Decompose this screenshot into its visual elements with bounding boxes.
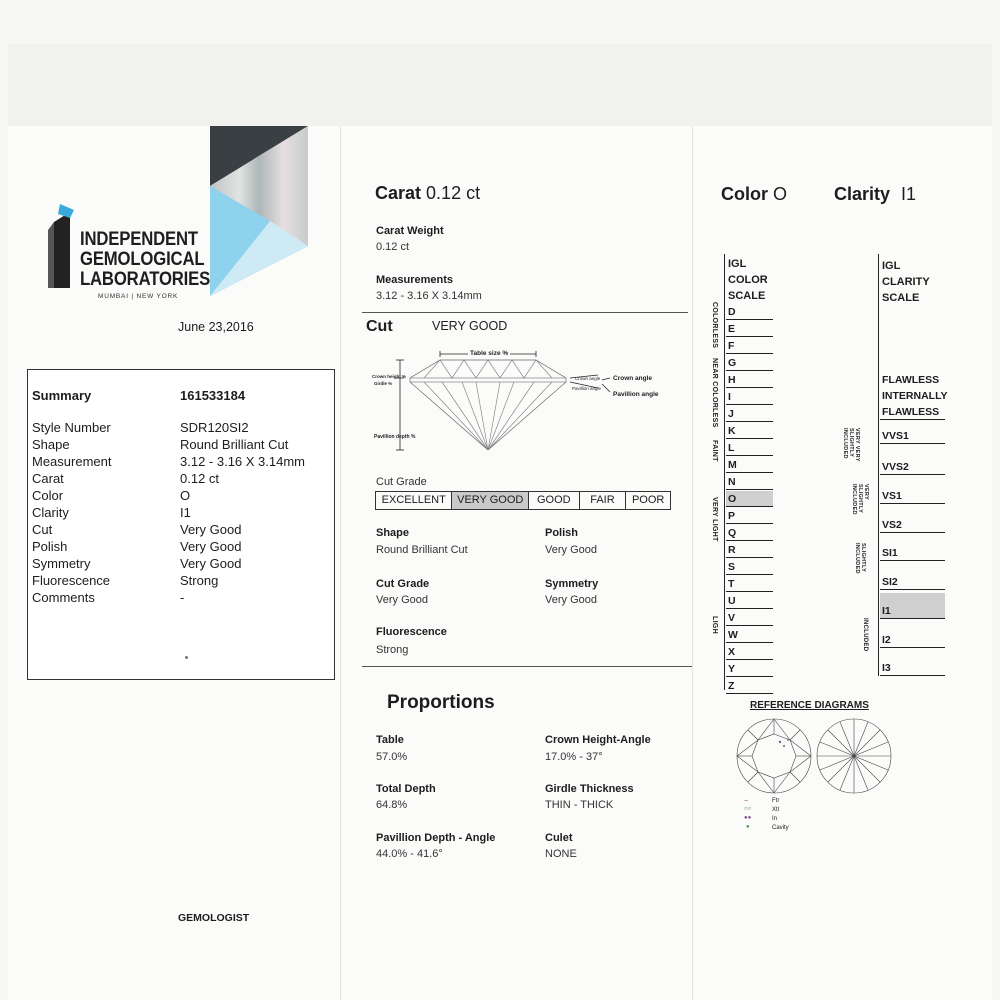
carat-heading-label: Carat <box>375 183 422 203</box>
summary-value: Round Brilliant Cut <box>180 437 289 452</box>
color-grade-cell: F <box>726 338 773 354</box>
color-grade-cell: L <box>726 440 773 456</box>
summary-label: Shape <box>32 437 70 452</box>
color-grade-cell: G <box>726 355 773 371</box>
summary-label: Polish <box>32 539 68 554</box>
cut-grade-cell: VERY GOOD <box>452 492 528 509</box>
color-grade-cell: J <box>726 406 773 422</box>
clarity-scale-title-2: CLARITY <box>882 276 930 288</box>
pavilion-label: Pavillion Depth - Angle <box>376 832 496 844</box>
legend-item-feather <box>744 797 804 806</box>
color-grade-cell: P <box>726 508 773 524</box>
summary-value: Very Good <box>180 539 242 554</box>
clarity-grade-cell: SI1 <box>880 535 945 561</box>
crown-height-label: Crown height % <box>372 374 406 379</box>
crystal-icon: ○○ <box>744 806 752 812</box>
clarity-grade-cell: I3 <box>880 660 945 676</box>
clarity-grade-cell: SI2 <box>880 564 945 590</box>
cut-grade-cell: FAIR <box>580 492 627 509</box>
legend-item-crystal <box>744 806 804 815</box>
table-value: 57.0% <box>376 751 408 763</box>
color-grade-cell: M <box>726 457 773 473</box>
clarity-scale-frame <box>878 254 879 676</box>
clarity-heading-label: Clarity <box>834 184 891 204</box>
color-grade-cell: E <box>726 321 773 337</box>
color-grade-cell: X <box>726 644 773 660</box>
clarity-scale-title-1: IGL <box>882 260 901 272</box>
clarity-group-vvs: VERY VERY SLIGHTLY INCLUDED <box>842 428 860 462</box>
cutgrade-label: Cut Grade <box>376 578 430 590</box>
color-group-faint: FAINT <box>711 440 718 462</box>
summary-value: 3.12 - 3.16 X 3.14mm <box>180 454 306 469</box>
color-heading-value: O <box>773 184 788 204</box>
pavilion-value: 44.0% - 41.6° <box>376 848 443 860</box>
gemologist-label: GEMOLOGIST <box>178 912 250 924</box>
reference-diagrams <box>736 716 896 798</box>
pavilion-angle-label: Pavillion angle <box>613 391 659 398</box>
clarity-grade-cell: VVS2 <box>880 449 945 475</box>
measurements-label: Measurements <box>376 274 454 286</box>
color-grade-cell: H <box>726 372 773 388</box>
summary-label: Comments <box>32 590 95 605</box>
diamond-top-views-icon <box>736 716 896 798</box>
hologram-seal <box>210 126 308 296</box>
shape-label: Shape <box>376 527 410 539</box>
legend-feather-label: Ftr <box>772 798 780 804</box>
cut-grade-cell: GOOD <box>529 492 580 509</box>
report-date: June 23,2016 <box>178 320 254 334</box>
clarity-scale-title-3: SCALE <box>882 292 920 304</box>
clarity-grade-cell: VVS1 <box>880 418 945 444</box>
panel-fold-1 <box>340 126 341 1000</box>
clarity-group-vs: VERY SLIGHTLY INCLUDED <box>851 484 869 515</box>
carat-weight-label: Carat Weight <box>376 225 444 237</box>
reference-title: REFERENCE DIAGRAMS <box>750 700 869 711</box>
report-number: 161533184 <box>180 388 246 403</box>
culet-value: NONE <box>545 848 577 860</box>
cut-heading <box>366 318 393 336</box>
carat-heading-value: 0.12 ct <box>426 183 481 203</box>
cut-profile-diagram <box>372 348 672 458</box>
girdle-thickness-label: Girdle Thickness <box>545 783 634 795</box>
summary-label: Clarity <box>32 505 69 520</box>
color-grade-cell: D <box>726 304 773 320</box>
crown-angle-small-label: Crown angle <box>575 376 601 381</box>
polish-label: Polish <box>545 527 579 539</box>
clarity-grade-cell: I2 <box>880 622 945 648</box>
proportions-heading: Proportions <box>387 692 495 713</box>
color-grade-cell: N <box>726 474 773 490</box>
color-grade-cell: S <box>726 559 773 575</box>
summary-label: Style Number <box>32 420 111 435</box>
summary-value: Very Good <box>180 522 242 537</box>
clarity-grade-cell: VS1 <box>880 478 945 504</box>
fluorescence-label: Fluorescence <box>376 626 447 638</box>
cut-grade-cell: POOR <box>631 494 665 506</box>
clarity-group-included: INCLUDED <box>862 618 868 652</box>
color-scale-frame <box>724 254 725 690</box>
reference-legend <box>744 797 804 833</box>
logo-line1: INDEPENDENT <box>80 229 198 250</box>
logo-locations: MUMBAI | NEW YORK <box>98 293 179 300</box>
color-grade-cell: T <box>726 576 773 592</box>
girdle-thickness-value: THIN - THICK <box>545 799 614 811</box>
carat-weight-value: 0.12 ct <box>376 241 410 253</box>
color-grade-cell: Q <box>726 525 773 541</box>
cut-grade-cell: EXCELLENT <box>376 492 452 509</box>
color-group-colorless: COLORLESS <box>711 302 718 349</box>
clarity-heading <box>834 184 916 205</box>
color-heading-label: Color <box>721 184 768 204</box>
igl-logo <box>48 204 211 304</box>
color-grade-cell: V <box>726 610 773 626</box>
color-grade-cell: K <box>726 423 773 439</box>
clarity-scale-title <box>882 258 930 306</box>
measurements-value: 3.12 - 3.16 X 3.14mm <box>376 290 482 302</box>
cut-heading-value: VERY GOOD <box>432 319 508 333</box>
summary-label: Symmetry <box>32 556 91 571</box>
shape-value: Round Brilliant Cut <box>376 544 468 556</box>
color-grade-cell: I <box>726 389 773 405</box>
speck-mark <box>185 656 188 659</box>
symmetry-label: Symmetry <box>545 578 599 590</box>
clarity-grade-cell: FLAWLESS <box>880 402 945 420</box>
panel-fold-2 <box>692 126 693 1000</box>
logo-mark-icon <box>48 204 76 288</box>
legend-cavity-label: Cavity <box>772 825 789 831</box>
color-grade-cell: W <box>726 627 773 643</box>
pavilion-depth-label: Pavillion depth % <box>374 434 416 440</box>
cut-heading-label: Cut <box>366 318 393 335</box>
clarity-group-si: SLIGHTLY INCLUDED <box>854 543 866 574</box>
color-grade-cell: Z <box>726 678 773 694</box>
color-grade-cell: U <box>726 593 773 609</box>
inclusion-icon: ●● <box>744 815 752 821</box>
summary-value: Strong <box>180 573 219 588</box>
legend-item-inclusion <box>744 815 804 824</box>
hologram-icon <box>210 126 308 296</box>
pavilion-angle-small-label: Pavillion angle <box>572 386 602 391</box>
clarity-grade-cell: VS2 <box>880 507 945 533</box>
scan-top-band <box>8 44 992 126</box>
clarity-grade-cell: I1 <box>880 593 945 619</box>
crown-angle-label: Crown angle <box>613 375 653 382</box>
clarity-grade-cell: INTERNALLY <box>882 390 948 402</box>
summary-box <box>27 369 335 680</box>
girdle-label: Girdle % <box>374 381 393 386</box>
summary-label: Cut <box>32 522 53 537</box>
color-group-light: LIGH <box>711 616 718 634</box>
color-group-near-colorless: NEAR COLORLESS <box>711 358 718 428</box>
table-label: Table <box>376 734 404 746</box>
summary-title: Summary <box>32 388 92 403</box>
total-depth-label: Total Depth <box>376 783 436 795</box>
culet-label: Culet <box>545 832 573 844</box>
summary-label: Measurement <box>32 454 112 469</box>
diamond-profile-icon <box>372 348 672 458</box>
feather-icon: ~ <box>744 798 749 805</box>
summary-value: O <box>180 488 191 503</box>
carat-heading <box>375 183 480 204</box>
divider-carat-cut <box>362 312 688 313</box>
clarity-grade-cell: FLAWLESS <box>882 374 940 386</box>
crown-label: Crown Height-Angle <box>545 734 651 746</box>
summary-value: Very Good <box>180 556 242 571</box>
logo-line3: LABORATORIES <box>80 269 211 290</box>
fluorescence-value: Strong <box>376 644 409 656</box>
summary-label: Color <box>32 488 64 503</box>
symmetry-value: Very Good <box>545 594 597 606</box>
legend-crystal-label: Xtl <box>772 807 780 813</box>
cut-grade-scale <box>375 491 671 510</box>
color-heading <box>721 184 787 205</box>
cutgrade-value: Very Good <box>376 594 428 606</box>
cut-grade-scale-label: Cut Grade <box>376 476 427 488</box>
color-scale-title <box>728 256 768 304</box>
logo-line2: GEMOLOGICAL <box>80 249 205 270</box>
total-depth-value: 64.8% <box>376 799 408 811</box>
summary-value: SDR120SI2 <box>180 420 249 435</box>
cavity-icon: ● <box>746 824 750 830</box>
table-size-label: Table size % <box>470 350 509 357</box>
summary-value: 0.12 ct <box>180 471 220 486</box>
clarity-heading-value: I1 <box>901 184 917 204</box>
divider-cut-proportions <box>362 666 692 667</box>
legend-inclusion-label: In <box>772 816 778 822</box>
summary-value: - <box>180 590 185 605</box>
color-scale-title-1: IGL <box>728 258 747 270</box>
crown-value: 17.0% - 37° <box>545 751 603 763</box>
color-grade-cell: R <box>726 542 773 558</box>
color-scale-title-2: COLOR <box>728 274 768 286</box>
summary-label: Carat <box>32 471 64 486</box>
color-scale-title-3: SCALE <box>728 290 766 302</box>
summary-label: Fluorescence <box>32 573 111 588</box>
polish-value: Very Good <box>545 544 597 556</box>
color-group-very-light: VERY LIGHT <box>711 497 718 542</box>
summary-value: I1 <box>180 505 191 520</box>
legend-item-cavity <box>744 824 804 833</box>
color-grade-cell: O <box>726 491 773 507</box>
color-grade-cell: Y <box>726 661 773 677</box>
